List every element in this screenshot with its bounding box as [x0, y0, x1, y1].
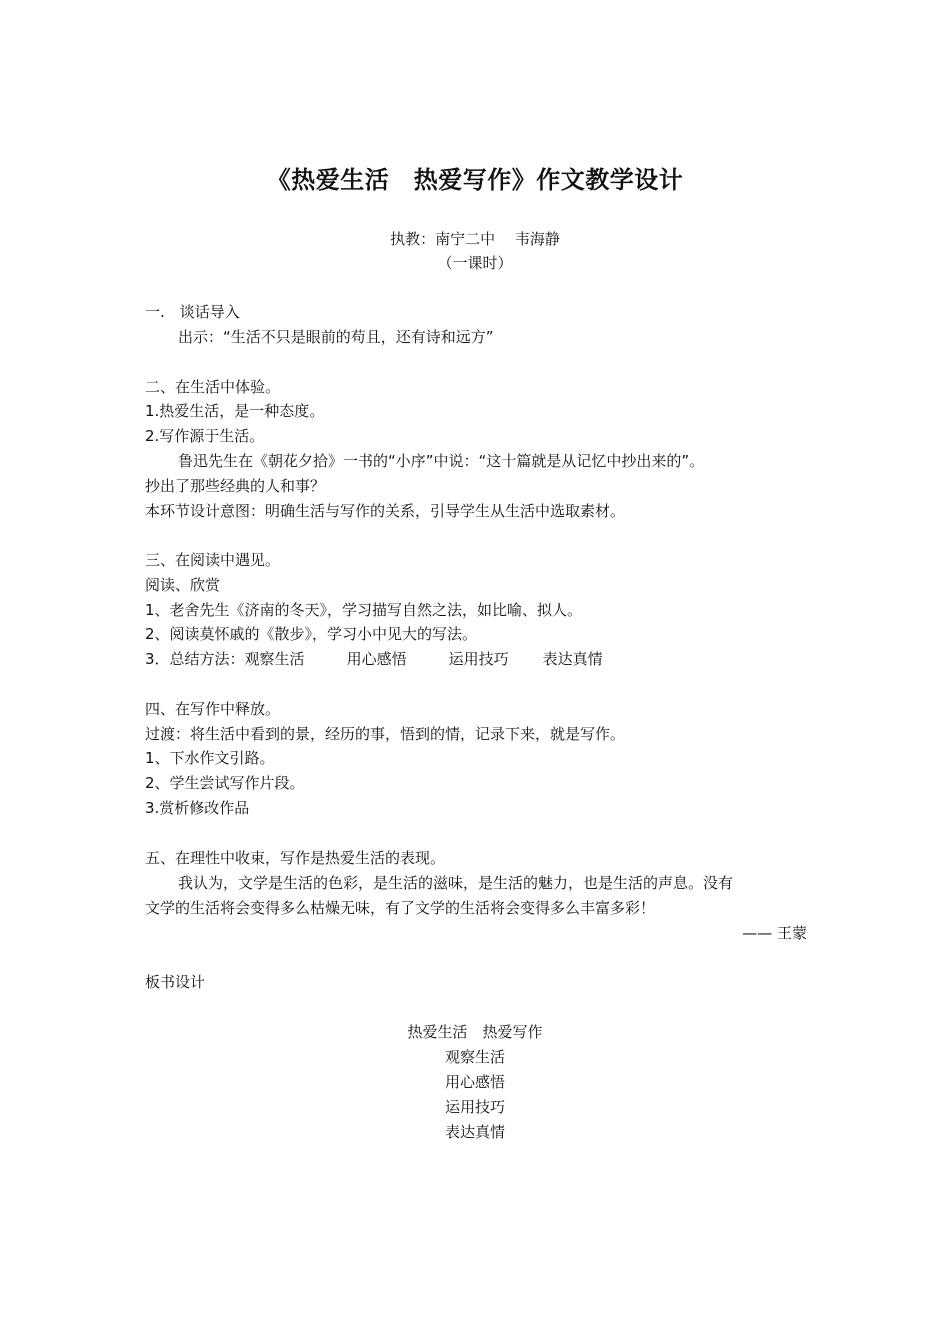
section-3-line: 阅读、欣赏 — [145, 576, 221, 594]
summary-item: 表达真情 — [542, 650, 603, 668]
section-2-line: 抄出了那些经典的人和事？ — [145, 477, 326, 495]
class-period: （一课时） — [437, 254, 513, 272]
section-3-line: 1、老舍先生《济南的冬天》，学习描写自然之法，如比喻、拟人。 — [145, 601, 583, 619]
summary-label: 3．总结方法： — [145, 650, 245, 668]
summary-item: 运用技巧 — [448, 650, 509, 668]
section-4-line: 1、下水作文引路。 — [145, 749, 275, 767]
section-1-heading: 一. 谈话导入 — [145, 303, 240, 321]
section-5-quote-line: 我认为，文学是生活的色彩，是生活的滋味，是生活的魅力，也是生活的声息。没有 — [178, 874, 734, 892]
section-5-quote-line: 文学的生活将会变得多么枯燥无味，有了文学的生活将会变得多么丰富多彩！ — [145, 899, 656, 917]
document-title: 《热爱生活 热爱写作》作文教学设计 — [266, 166, 684, 194]
section-3-line: 2、阅读莫怀戚的《散步》，学习小中见大的写法。 — [145, 625, 478, 643]
section-5-heading: 五、在理性中收束，写作是热爱生活的表现。 — [145, 849, 446, 867]
section-2-line: 鲁迅先生在《朝花夕拾》一书的“小序”中说：“这十篇就是从记忆中抄出来的”。 — [178, 452, 705, 470]
board-item: 运用技巧 — [444, 1098, 505, 1116]
section-4-line: 3.赏析修改作品 — [145, 799, 250, 817]
section-2-line: 1.热爱生活，是一种态度。 — [145, 402, 325, 420]
board-item: 表达真情 — [444, 1123, 505, 1141]
section-2-design-intent: 本环节设计意图：明确生活与写作的关系，引导学生从生活中选取素材。 — [145, 502, 626, 520]
board-design-label: 板书设计 — [145, 973, 206, 991]
section-3-heading: 三、在阅读中遇见。 — [145, 551, 281, 569]
board-title: 热爱生活 热爱写作 — [407, 1023, 543, 1041]
summary-item: 用心感悟 — [346, 650, 407, 668]
board-item: 观察生活 — [444, 1048, 505, 1066]
section-4-heading: 四、在写作中释放。 — [145, 700, 281, 718]
board-item: 用心感悟 — [444, 1073, 505, 1091]
summary-item: 观察生活 — [244, 650, 305, 668]
section-3-summary — [145, 648, 810, 670]
section-2-heading: 二、在生活中体验。 — [145, 378, 281, 396]
section-4-line: 2、学生尝试写作片段。 — [145, 774, 305, 792]
quote-attribution: —— 王蒙 — [742, 924, 807, 942]
section-4-line: 过渡：将生活中看到的景，经历的事，悟到的情，记录下来，就是写作。 — [145, 725, 626, 743]
author-line: 执教：南宁二中 韦海静 — [390, 230, 560, 248]
section-1-line: 出示：“生活不只是眼前的苟且，还有诗和远方” — [178, 328, 494, 346]
section-2-line: 2.写作源于生活。 — [145, 427, 265, 445]
